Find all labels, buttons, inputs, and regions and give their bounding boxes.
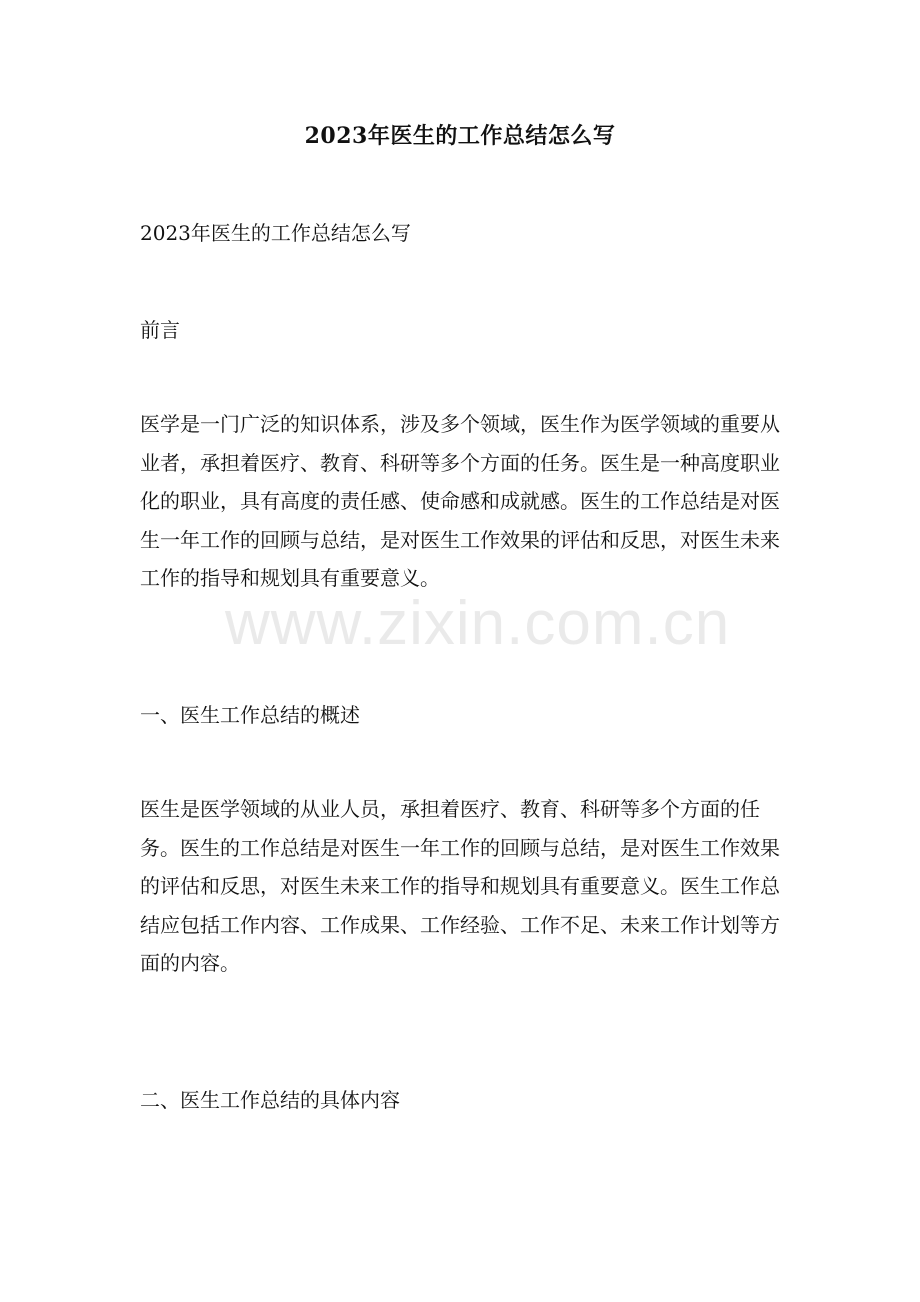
document-subtitle: 2023年医生的工作总结怎么写 bbox=[140, 221, 411, 245]
paragraph-overview: 医生是医学领域的从业人员，承担着医疗、教育、科研等多个方面的任务。医生的工作总结是对医生一年工作的回顾与总结，是对医生工作效果的评估和反思，对医生未来工作的指导和规划具有重要意义。医生工作总结应包括工作内容、工作成果、工作经验、工作不足、未来工作计划等方面的内容。 bbox=[140, 797, 780, 975]
section-heading-details: 二、医生工作总结的具体内容 bbox=[140, 1088, 400, 1112]
paragraph-introduction: 医学是一门广泛的知识体系，涉及多个领域，医生作为医学领域的重要从业者，承担着医疗、教育、科研等多个方面的任务。医生是一种高度职业化的职业，具有高度的责任感、使命感和成就感。医生的工作总结是对医生一年工作的回顾与总结，是对医生工作效果的评估和反思，对医生未来工作的指导和规划具有重要意义。 bbox=[140, 412, 780, 590]
section-heading-preface: 前言 bbox=[140, 318, 180, 342]
document-title: 2023年医生的工作总结怎么写 bbox=[304, 123, 616, 149]
section-heading-overview: 一、医生工作总结的概述 bbox=[140, 703, 360, 727]
watermark-text: www.zixin.com.cn bbox=[225, 589, 731, 658]
